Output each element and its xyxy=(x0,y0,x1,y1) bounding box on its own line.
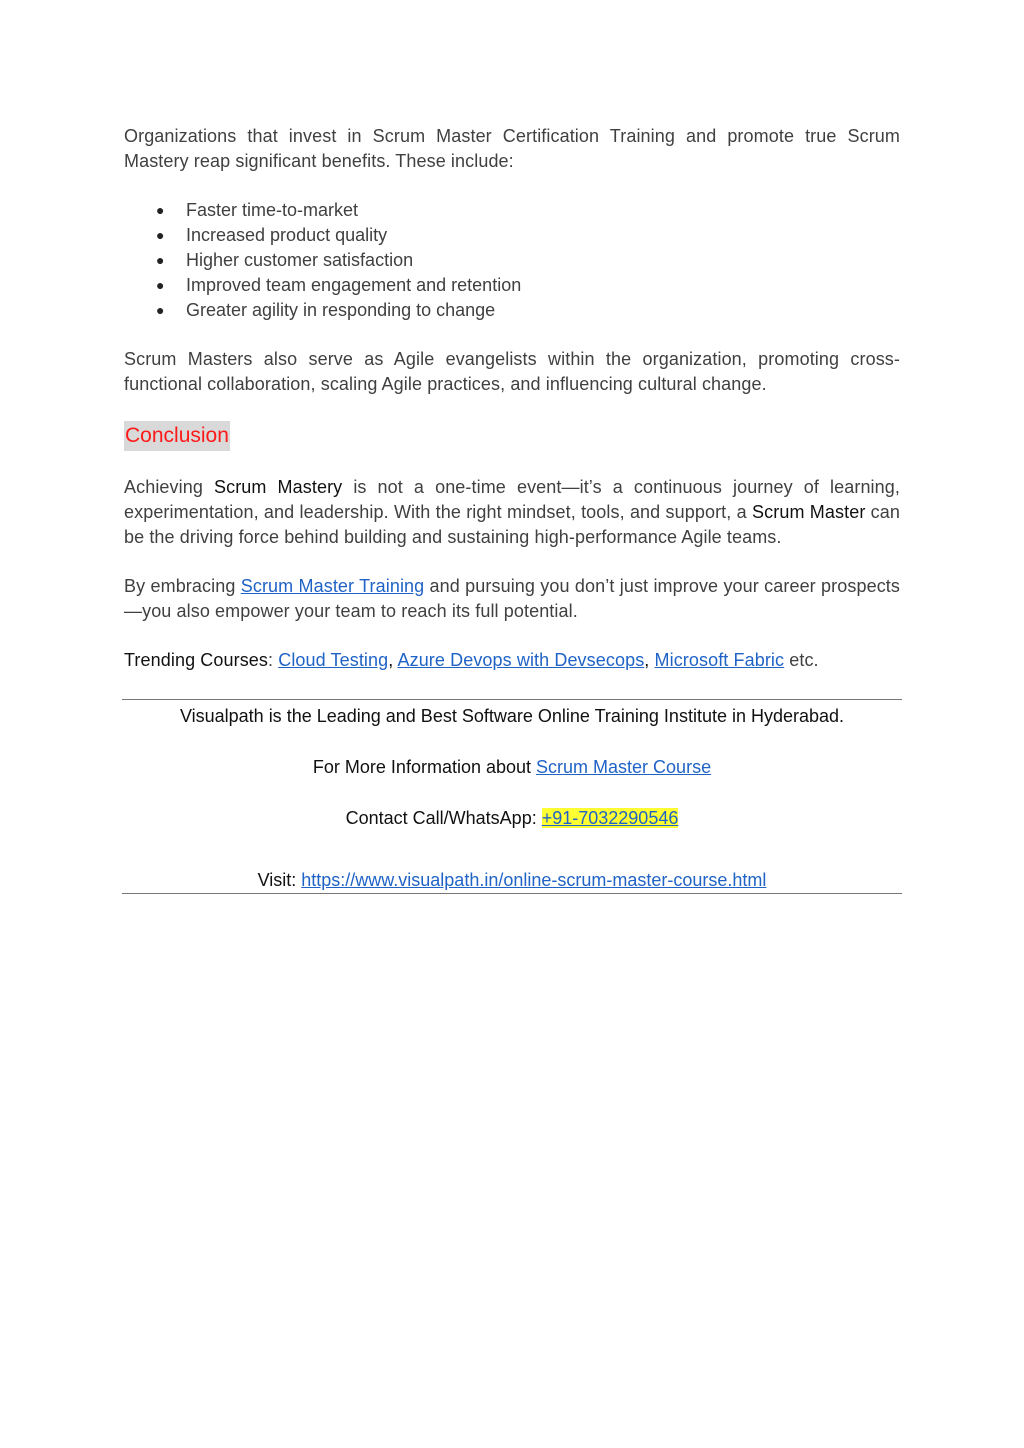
benefits-list xyxy=(124,198,900,323)
bullet-icon: ● xyxy=(156,202,165,218)
text-run: etc. xyxy=(784,650,819,670)
website-link[interactable]: https://www.visualpath.in/online-scrum-master-course.html xyxy=(301,870,767,890)
text-run: By embracing xyxy=(124,576,241,596)
footer-tagline: Visualpath is the Leading and Best Software Online Training Institute in Hyderabad. xyxy=(179,706,845,726)
evangelists-paragraph: Scrum Masters also serve as Agile evangelists within the organization, promoting cross-functional collaboration, scaling Agile practices, and influencing cultural change. xyxy=(124,349,900,394)
text-run: Achieving xyxy=(124,477,214,497)
document-page xyxy=(124,124,900,673)
scrum-mastery-term: Scrum Mastery xyxy=(214,477,343,497)
list-item xyxy=(124,248,900,273)
list-item xyxy=(124,298,900,323)
list-item-text: Increased product quality xyxy=(186,225,388,245)
list-item xyxy=(124,273,900,298)
bullet-icon: ● xyxy=(156,227,165,243)
footer-visit xyxy=(122,868,902,893)
list-item-text: Greater agility in responding to change xyxy=(186,300,496,320)
footer-contact xyxy=(122,806,902,831)
intro-paragraph: Organizations that invest in Scrum Master Certification Training and promote true Scrum Mastery reap significant benefits. These include: xyxy=(124,126,900,171)
list-item xyxy=(124,223,900,248)
trending-courses xyxy=(124,648,900,673)
text-run: is not a one-time event—it’s a continuous journey of learning, experimentation, and leadership. With the right mindset, tools, and support, a xyxy=(124,477,900,522)
microsoft-fabric-link[interactable]: Microsoft Fabric xyxy=(654,650,785,670)
list-item-text: Improved team engagement and retention xyxy=(186,275,522,295)
list-item-text: Faster time-to-market xyxy=(186,200,359,220)
text-run: and pursuing you don’t just improve your career prospects—you also empower your team to reach its full potential. xyxy=(124,576,900,621)
separator: , xyxy=(388,650,398,670)
trending-label: Trending Courses xyxy=(124,650,269,670)
visit-label: Visit: xyxy=(257,870,302,890)
footer-info xyxy=(122,755,902,780)
training-paragraph xyxy=(124,574,900,624)
contact-label: Contact Call/WhatsApp: xyxy=(345,808,542,828)
scrum-master-term: Scrum Master xyxy=(752,502,866,522)
bullet-icon: ● xyxy=(156,302,165,318)
conclusion-paragraph xyxy=(124,475,900,550)
text-run: : xyxy=(268,650,279,670)
phone-link[interactable]: +91-7032290546 xyxy=(541,808,679,828)
bullet-icon: ● xyxy=(156,277,165,293)
list-item-text: Higher customer satisfaction xyxy=(186,250,414,270)
footer-box xyxy=(122,699,902,894)
separator: , xyxy=(644,650,655,670)
text-run: can be the driving force behind building and sustaining high-performance Agile teams. xyxy=(124,502,901,547)
cloud-testing-link[interactable]: Cloud Testing xyxy=(278,650,389,670)
scrum-master-course-link[interactable]: Scrum Master Course xyxy=(536,757,712,777)
scrum-master-training-link[interactable]: Scrum Master Training xyxy=(240,576,425,596)
azure-devops-link[interactable]: Azure Devops with Devsecops xyxy=(397,650,645,670)
bullet-icon: ● xyxy=(156,252,165,268)
conclusion-heading: Conclusion xyxy=(124,421,230,451)
info-label: For More Information about xyxy=(312,757,537,777)
list-item xyxy=(124,198,900,223)
